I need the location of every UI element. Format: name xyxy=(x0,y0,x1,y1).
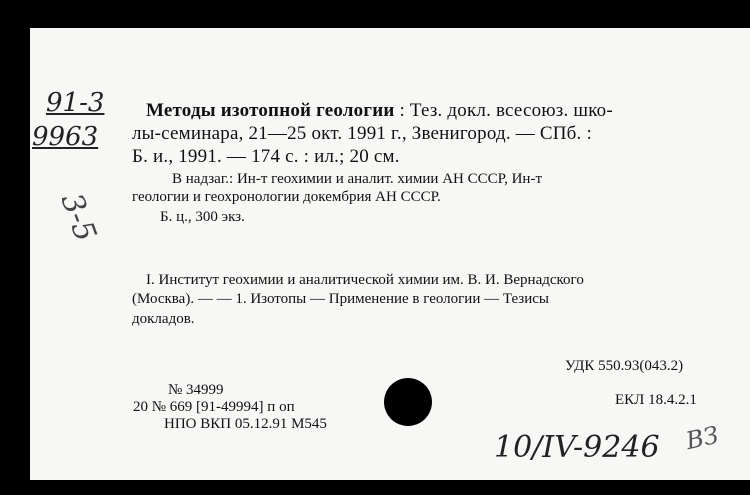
subjects-line-2: (Москва). — — 1. Изотопы — Применение в геологии — Тезисы xyxy=(132,291,549,307)
notes-line-2: геологии и геохронологии докембрия АН СССР. xyxy=(132,189,441,205)
subjects-line-1: I. Институт геохимии и аналитической химии им. В. И. Вернадского xyxy=(146,272,584,288)
entry-line-1-rest: : Тез. докл. всесоюз. шко- xyxy=(399,100,613,121)
ekl-code: ЕКЛ 18.4.2.1 xyxy=(615,392,697,408)
call-number-top: 91-3 xyxy=(46,88,105,118)
udk-code: УДК 550.93(043.2) xyxy=(565,358,684,374)
notes-price: Б. ц., 300 экз. xyxy=(160,209,245,225)
handwritten-corner: ВЗ xyxy=(683,420,722,456)
entry-line-3: Б. и., 1991. — 174 с. : ил.; 20 см. xyxy=(132,146,400,167)
notes-line-1: В надзаг.: Ин-т геохимии и аналит. химии АН СССР, Ин-т xyxy=(172,171,543,187)
entry-line-2: лы-семинара, 21—25 окт. 1991 г., Звенигород. — СПб. : xyxy=(132,123,592,144)
record-line-2: 20 № 669 [91-49994] п оп xyxy=(133,399,295,415)
record-line-3: НПО ВКП 05.12.91 М545 xyxy=(164,416,327,432)
margin-handwriting: 3-5 xyxy=(53,188,103,247)
entry-title: Методы изотопной геологии xyxy=(146,100,395,121)
call-number-bottom: 9963 xyxy=(32,122,99,152)
punch-hole xyxy=(384,378,432,426)
handwritten-accession: 10/IV-9246 xyxy=(494,430,660,465)
subjects-line-3: докладов. xyxy=(132,311,195,327)
entry-line-1 xyxy=(146,100,613,122)
record-number: № 34999 xyxy=(168,382,224,398)
